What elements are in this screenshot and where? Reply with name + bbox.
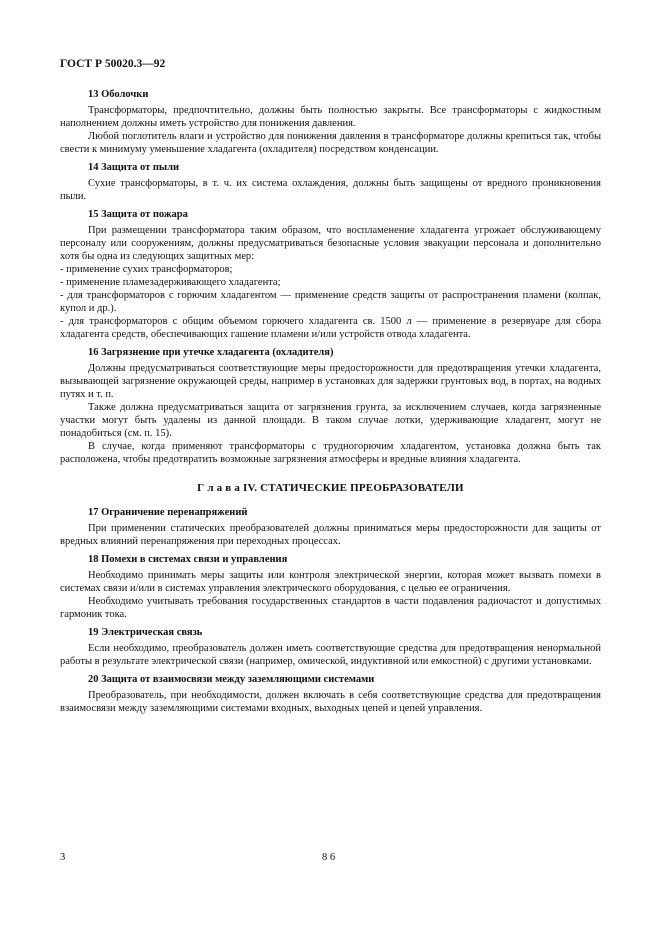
section-15-item-2: - применение пламезадерживающего хладагента; xyxy=(60,277,281,288)
section-17-title: 17 Ограничение перенапряжений xyxy=(88,507,248,518)
section-16-para-1: Должны предусматриваться соответствующие меры предосторожности для предотвращения утечки хладагента, вызывающей загрязнение окружающей среды, например в установках для задержки грунтовых вод, в портах, на водных путях и т. п. xyxy=(60,363,601,400)
section-15-item-4: - для трансформаторов с общим объемом горючего хладагента св. 1500 л — применение в резервуаре для сбора хладагента средств, обеспечивающих гашение пламени и/или устройств отвода хладагента. xyxy=(60,316,601,340)
section-13-title: 13 Оболочки xyxy=(88,89,149,100)
section-20-title: 20 Защита от взаимосвязи между заземляющими системами xyxy=(88,674,375,685)
document-page xyxy=(60,58,601,715)
chapter-title: Г л а в а IV. СТАТИЧЕСКИЕ ПРЕОБРАЗОВАТЕЛИ xyxy=(197,482,464,494)
section-20-para-1: Преобразователь, при необходимости, должен включать в себя соответствующие средства для предотвращения взаимосвязи между заземляющими системами входных, выходных цепей и цепей управления. xyxy=(60,690,601,714)
section-14-para-1: Сухие трансформаторы, в т. ч. их система охлаждения, должны быть защищены от вредного проникновения пыли. xyxy=(60,178,601,202)
section-19-title: 19 Электрическая связь xyxy=(88,627,203,638)
section-15-para-1: При размещении трансформатора таким образом, что воспламенение хладагента угрожает обслуживающему персоналу или сооружениям, должны предусматриваться безопасные условия эвакуации персонала и дополнительно хотя бы одна из следующих защитных мер: xyxy=(60,225,601,262)
document-header: ГОСТ Р 50020.3—92 xyxy=(60,58,166,70)
section-16-title: 16 Загрязнение при утечке хладагента (охладителя) xyxy=(88,347,334,358)
section-13-para-2: Любой поглотитель влаги и устройство для понижения давления в трансформаторе должны крепиться так, чтобы свести к минимуму уменьшение хладагента (охладителя) посредством конденсации. xyxy=(60,131,601,155)
section-15-item-3: - для трансформаторов с горючим хладагентом — применение средств защиты от распространения пламени (колпак, купол и др.). xyxy=(60,290,601,314)
section-13-para-1: Трансформаторы, предпочтительно, должны быть полностью закрыты. Все трансформаторы с жидкостным наполнением должны иметь устройство для понижения давления. xyxy=(60,105,601,129)
footer-code: 8 6 xyxy=(322,852,336,863)
section-17-para-1: При применении статических преобразователей должны приниматься меры предосторожности для защиты от вредных влияний перенапряжения при переходных процессах. xyxy=(60,523,601,547)
page-number: 3 xyxy=(60,852,66,863)
section-16-para-3: В случае, когда применяют трансформаторы с трудногорючим хладагентом, установка должна быть так расположена, чтобы предотвратить возможные загрязнения атмосферы и вредные влияния хладагента. xyxy=(60,441,601,465)
section-18-para-2: Необходимо учитывать требования государственных стандартов в части подавления радиочастот и допустимых гармоник тока. xyxy=(60,596,601,620)
section-18-para-1: Необходимо принимать меры защиты или контроля электрической энергии, которая может вызвать помехи в системах связи и/или в системах управления электрического оборудования, с целью ее ограничения. xyxy=(60,570,601,594)
section-18-title: 18 Помехи в системах связи и управления xyxy=(88,554,288,565)
section-15-title: 15 Защита от пожара xyxy=(88,209,188,220)
section-14-title: 14 Защита от пыли xyxy=(88,162,180,173)
section-15-item-1: - применение сухих трансформаторов; xyxy=(60,264,233,275)
section-16-para-2: Также должна предусматриваться защита от загрязнения грунта, за исключением случаев, когда загрязненные участки могут быть удалены из данной площади. В таком случае лотки, удерживающие хладагент, могут не понадобиться (см. п. 15). xyxy=(60,402,601,439)
section-19-para-1: Если необходимо, преобразователь должен иметь соответствующие средства для предотвращения ненормальной работы в результате электрической связи (например, омической, индуктивной или емкостной) с другими установками. xyxy=(60,643,601,667)
